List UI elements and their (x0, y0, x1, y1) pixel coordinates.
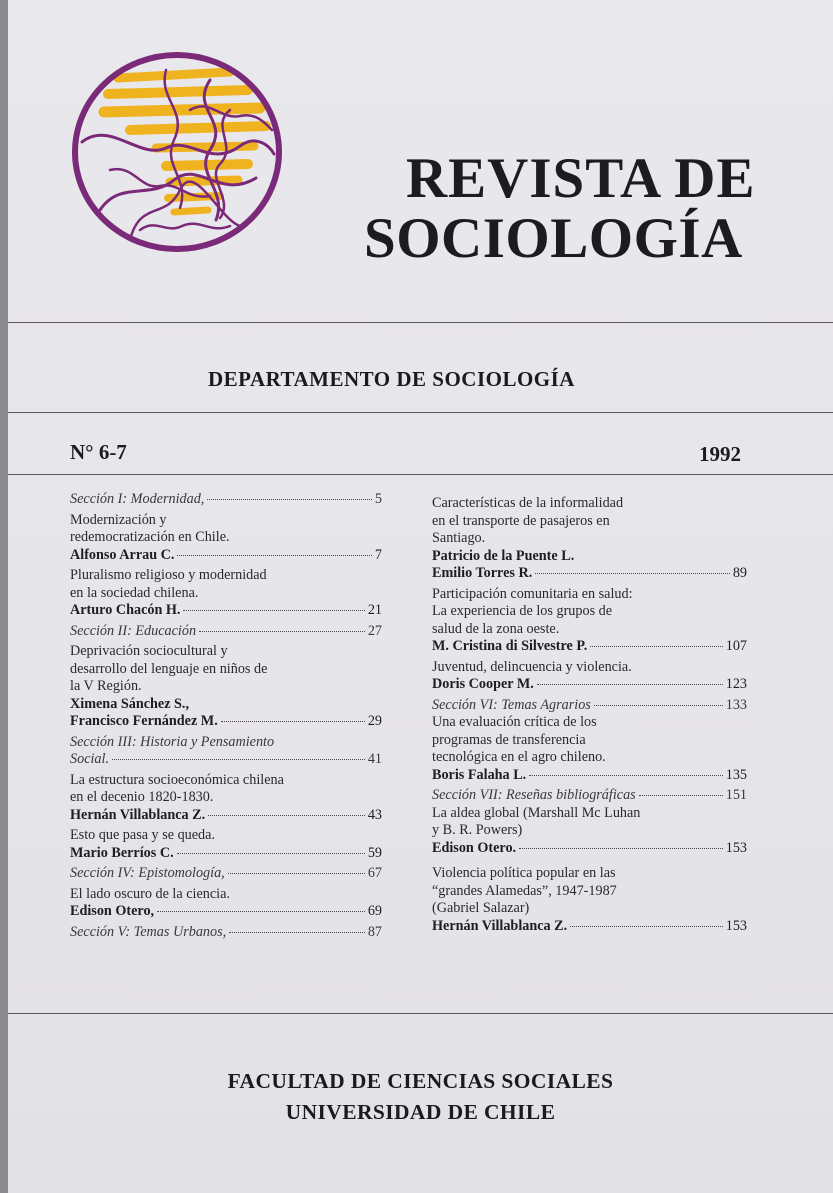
article-author: Emilio Torres R. (432, 565, 533, 581)
article-author: Hernán Villablanca Z. (432, 917, 568, 934)
page-number: 151 (725, 787, 747, 803)
leader-dots (157, 911, 365, 912)
article-title: en el transporte de pasajeros en (432, 512, 610, 529)
section-title: Sección VII: Reseñas bibliográficas (432, 787, 636, 803)
journal-title-line2: SOCIOLOGÍA (364, 207, 743, 270)
article-title: en la sociedad chilena. (70, 584, 199, 601)
article-title: Esto que pasa y se queda. (70, 827, 215, 843)
page-number: 5 (374, 491, 382, 507)
divider-rule (8, 474, 833, 475)
toc-section (70, 734, 382, 769)
article-title: (Gabriel Salazar) (432, 900, 530, 916)
toc-left-column (70, 491, 382, 944)
page-number: 69 (367, 903, 382, 919)
divider-rule (8, 412, 833, 413)
article-title: redemocratización en Chile. (70, 529, 230, 545)
article-author: Ximena Sánchez S., (70, 695, 190, 712)
leader-dots (535, 573, 730, 574)
article-title: Deprivación sociocultural y (70, 643, 228, 659)
page-number: 41 (367, 751, 382, 767)
toc-section (432, 697, 747, 715)
page-number: 59 (367, 844, 382, 861)
journal-cover (8, 0, 833, 1193)
section-title: Sección VI: Temas Agrarios (432, 696, 591, 713)
page-number: 29 (367, 713, 382, 729)
article-title: la V Región. (70, 678, 142, 694)
section-title: Sección II: Educación (70, 622, 197, 639)
leader-dots (639, 795, 723, 796)
toc-entry (432, 805, 747, 858)
page-number: 107 (725, 638, 747, 654)
section-title: Sección V: Temas Urbanos, (70, 923, 227, 940)
article-title: programas de transferencia (432, 731, 586, 748)
department-name: DEPARTAMENTO DE SOCIOLOGÍA (208, 367, 575, 391)
page-number: 7 (374, 546, 382, 563)
toc-section (432, 787, 747, 805)
toc-entry (70, 772, 382, 825)
section-title: Social. (70, 751, 110, 767)
article-title: en el decenio 1820-1830. (70, 789, 214, 805)
toc-entry (70, 567, 382, 620)
page-number: 21 (367, 602, 382, 618)
faculty-name: FACULTAD DE CIENCIAS SOCIALES (227, 1069, 614, 1093)
article-author: Mario Berríos C. (70, 844, 174, 861)
article-title: La estructura socioeconómica chilena (70, 771, 284, 788)
article-title: Modernización y (70, 511, 167, 528)
toc-entry (432, 865, 747, 935)
article-title: El lado oscuro de la ciencia. (70, 885, 230, 902)
leader-dots (519, 848, 723, 849)
leader-dots (221, 721, 365, 722)
page-number: 27 (367, 622, 382, 639)
leader-dots (112, 759, 365, 760)
publisher-block (8, 1066, 833, 1128)
leader-dots (207, 499, 372, 500)
article-author: Patricio de la Puente L. (432, 547, 575, 564)
toc-section (70, 623, 382, 641)
leader-dots (570, 926, 723, 927)
article-title: La aldea global (Marshall Mc Luhan (432, 804, 641, 821)
toc-entry (432, 714, 747, 784)
section-title: Sección IV: Epistomología, (70, 865, 225, 881)
leader-dots (208, 815, 365, 816)
toc-section (70, 924, 382, 942)
article-author: Arturo Chacón H. (70, 602, 181, 618)
leader-dots (183, 610, 364, 611)
journal-title-line1: REVISTA DE (406, 147, 756, 210)
leader-dots (229, 932, 365, 933)
page-number: 135 (725, 766, 747, 783)
article-author: Edison Otero. (432, 839, 517, 856)
page-number: 67 (367, 865, 382, 881)
article-author: Hernán Villablanca Z. (70, 806, 206, 823)
article-author: Boris Falaha L. (432, 766, 527, 783)
article-title: La experiencia de los grupos de (432, 603, 613, 619)
toc-section (70, 491, 382, 509)
leader-dots (529, 775, 723, 776)
leader-dots (199, 631, 365, 632)
article-author: M. Cristina di Silvestre P. (432, 638, 588, 654)
article-title: Una evaluación crítica de los (432, 714, 597, 730)
leader-dots (590, 646, 722, 647)
toc-entry (70, 512, 382, 565)
article-title: tecnológica en el agro chileno. (432, 749, 606, 765)
page-number: 43 (367, 806, 382, 823)
leader-dots (228, 873, 365, 874)
divider-rule (8, 322, 833, 323)
divider-rule (8, 1013, 833, 1014)
page-number: 87 (367, 923, 382, 940)
toc-right-column (432, 495, 747, 938)
article-title: Participación comunitaria en salud: (432, 585, 633, 602)
article-title: y B. R. Powers) (432, 822, 523, 838)
issue-year: 1992 (699, 442, 741, 466)
toc-entry (432, 495, 747, 583)
toc-entry (70, 827, 382, 862)
issue-number: N° 6-7 (70, 440, 127, 464)
article-author: Doris Cooper M. (432, 676, 534, 692)
leader-dots (537, 684, 723, 685)
sociology-logo-icon (70, 50, 284, 254)
article-title: “grandes Alamedas”, 1947-1987 (432, 882, 617, 899)
article-title: Violencia política popular en las (432, 865, 616, 881)
page-number: 153 (725, 839, 747, 856)
leader-dots (594, 705, 723, 706)
page-number: 133 (725, 696, 747, 713)
page-number: 123 (725, 676, 747, 692)
toc-entry (432, 659, 747, 694)
toc-entry (70, 886, 382, 921)
article-title: salud de la zona oeste. (432, 620, 560, 637)
toc-entry (432, 586, 747, 656)
toc-entry (70, 643, 382, 731)
article-author: Francisco Fernández M. (70, 713, 218, 729)
article-author: Edison Otero, (70, 903, 155, 919)
toc-section (70, 865, 382, 883)
page-number: 153 (725, 917, 747, 934)
article-title: Características de la informalidad (432, 495, 624, 511)
article-title: desarrollo del lenguaje en niños de (70, 660, 268, 677)
university-name: UNIVERSIDAD DE CHILE (285, 1100, 556, 1124)
article-title: Juventud, delincuencia y violencia. (432, 658, 632, 675)
section-title: Sección I: Modernidad, (70, 491, 205, 507)
article-title: Santiago. (432, 530, 486, 546)
page-number: 89 (732, 565, 747, 581)
section-title: Sección III: Historia y Pensamiento (70, 733, 275, 750)
leader-dots (177, 853, 365, 854)
article-title: Pluralismo religioso y modernidad (70, 567, 267, 583)
article-author: Alfonso Arrau C. (70, 546, 175, 563)
leader-dots (177, 555, 371, 556)
